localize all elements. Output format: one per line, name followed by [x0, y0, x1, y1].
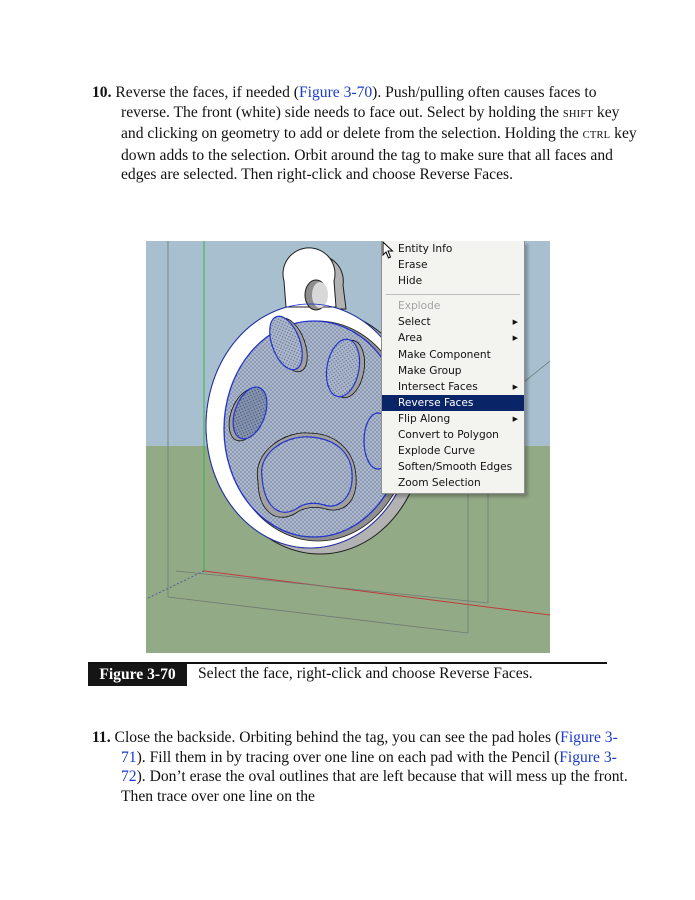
menu-item-label: Explode Curve	[398, 445, 475, 458]
shift-key-name: SHIFT	[562, 108, 594, 120]
menu-item-label: Area	[398, 332, 423, 345]
figure-reference-link[interactable]: Figure 3-71	[121, 729, 618, 766]
menu-item-label: Reverse Faces	[398, 396, 474, 409]
menu-separator	[386, 294, 520, 295]
menu-item-explode-curve[interactable]	[382, 443, 524, 459]
menu-item-flip-along[interactable]	[382, 411, 524, 427]
menu-item-entity-info[interactable]	[382, 241, 524, 257]
ctrl-key-name: CTRL	[582, 130, 611, 142]
figure-caption-text: Select the face, right-click and choose Reverse Faces.	[198, 665, 533, 682]
step-text: key down adds to the selection. Orbit around the tag to make sure that all faces and edges are selected. Then right-click and choose Reverse Faces.	[121, 125, 637, 184]
menu-item-select[interactable]	[382, 314, 524, 330]
menu-item-convert-to-polygon[interactable]	[382, 427, 524, 443]
menu-item-label: Erase	[398, 259, 428, 272]
menu-item-label: Hide	[398, 275, 423, 288]
submenu-arrow-icon: ▶	[512, 414, 518, 423]
menu-item-label: Flip Along	[398, 412, 451, 425]
figure-reference-link[interactable]: Figure 3-72	[121, 748, 617, 786]
step-number: 11.	[92, 729, 111, 746]
step-11-paragraph	[92, 728, 641, 806]
menu-item-label: Explode	[398, 300, 441, 313]
menu-item-make-component[interactable]	[382, 347, 524, 363]
menu-item-intersect-faces[interactable]	[382, 379, 524, 395]
step-text: ). Push/pulling often causes faces to reverse. The front (white) side needs to face out. Select by holding the	[121, 84, 597, 121]
menu-item-label: Soften/Smooth Edges	[398, 461, 513, 474]
menu-item-area[interactable]	[382, 330, 524, 346]
submenu-arrow-icon: ▶	[512, 382, 518, 391]
menu-item-label: Zoom Selection	[398, 477, 481, 490]
figure-caption-label: Figure 3-70	[88, 664, 187, 686]
menu-item-label: Intersect Faces	[398, 380, 478, 393]
menu-item-label: Select	[398, 316, 431, 329]
submenu-arrow-icon: ▶	[512, 318, 518, 327]
menu-item-hide[interactable]	[382, 273, 524, 289]
menu-item-zoom-selection[interactable]	[382, 475, 524, 491]
step-text: ). Don’t erase the oval outlines that are left because that will mess up the front. Then trace over one line on the	[121, 768, 628, 805]
menu-item-reverse-faces[interactable]	[382, 395, 524, 411]
figure-reference-link[interactable]: Figure 3-70	[298, 84, 373, 101]
menu-item-label: Make Group	[398, 364, 462, 377]
menu-item-label: Make Component	[398, 348, 491, 361]
menu-item-erase[interactable]	[382, 257, 524, 273]
step-text: ). Fill them in by tracing over one line on each pad with the Pencil (	[136, 748, 560, 766]
step-text: key and clicking on geometry to add or delete from the selection. Holding the	[121, 103, 620, 143]
figure-3-70-screenshot	[146, 241, 550, 653]
menu-item-soften-smooth-edges[interactable]	[382, 459, 524, 475]
menu-item-make-group[interactable]	[382, 363, 524, 379]
submenu-arrow-icon: ▶	[512, 334, 518, 343]
step-text: Close the backside. Orbiting behind the tag, you can see the pad holes (	[110, 729, 561, 746]
step-10-paragraph	[92, 83, 641, 185]
step-text: Reverse the faces, if needed (	[111, 84, 299, 101]
menu-item-label: Entity Info	[398, 243, 453, 255]
step-number: 10.	[92, 84, 112, 101]
mouse-cursor-icon	[382, 241, 394, 259]
context-menu	[381, 241, 525, 494]
menu-item-explode	[382, 298, 524, 314]
menu-item-label: Convert to Polygon	[398, 429, 499, 442]
